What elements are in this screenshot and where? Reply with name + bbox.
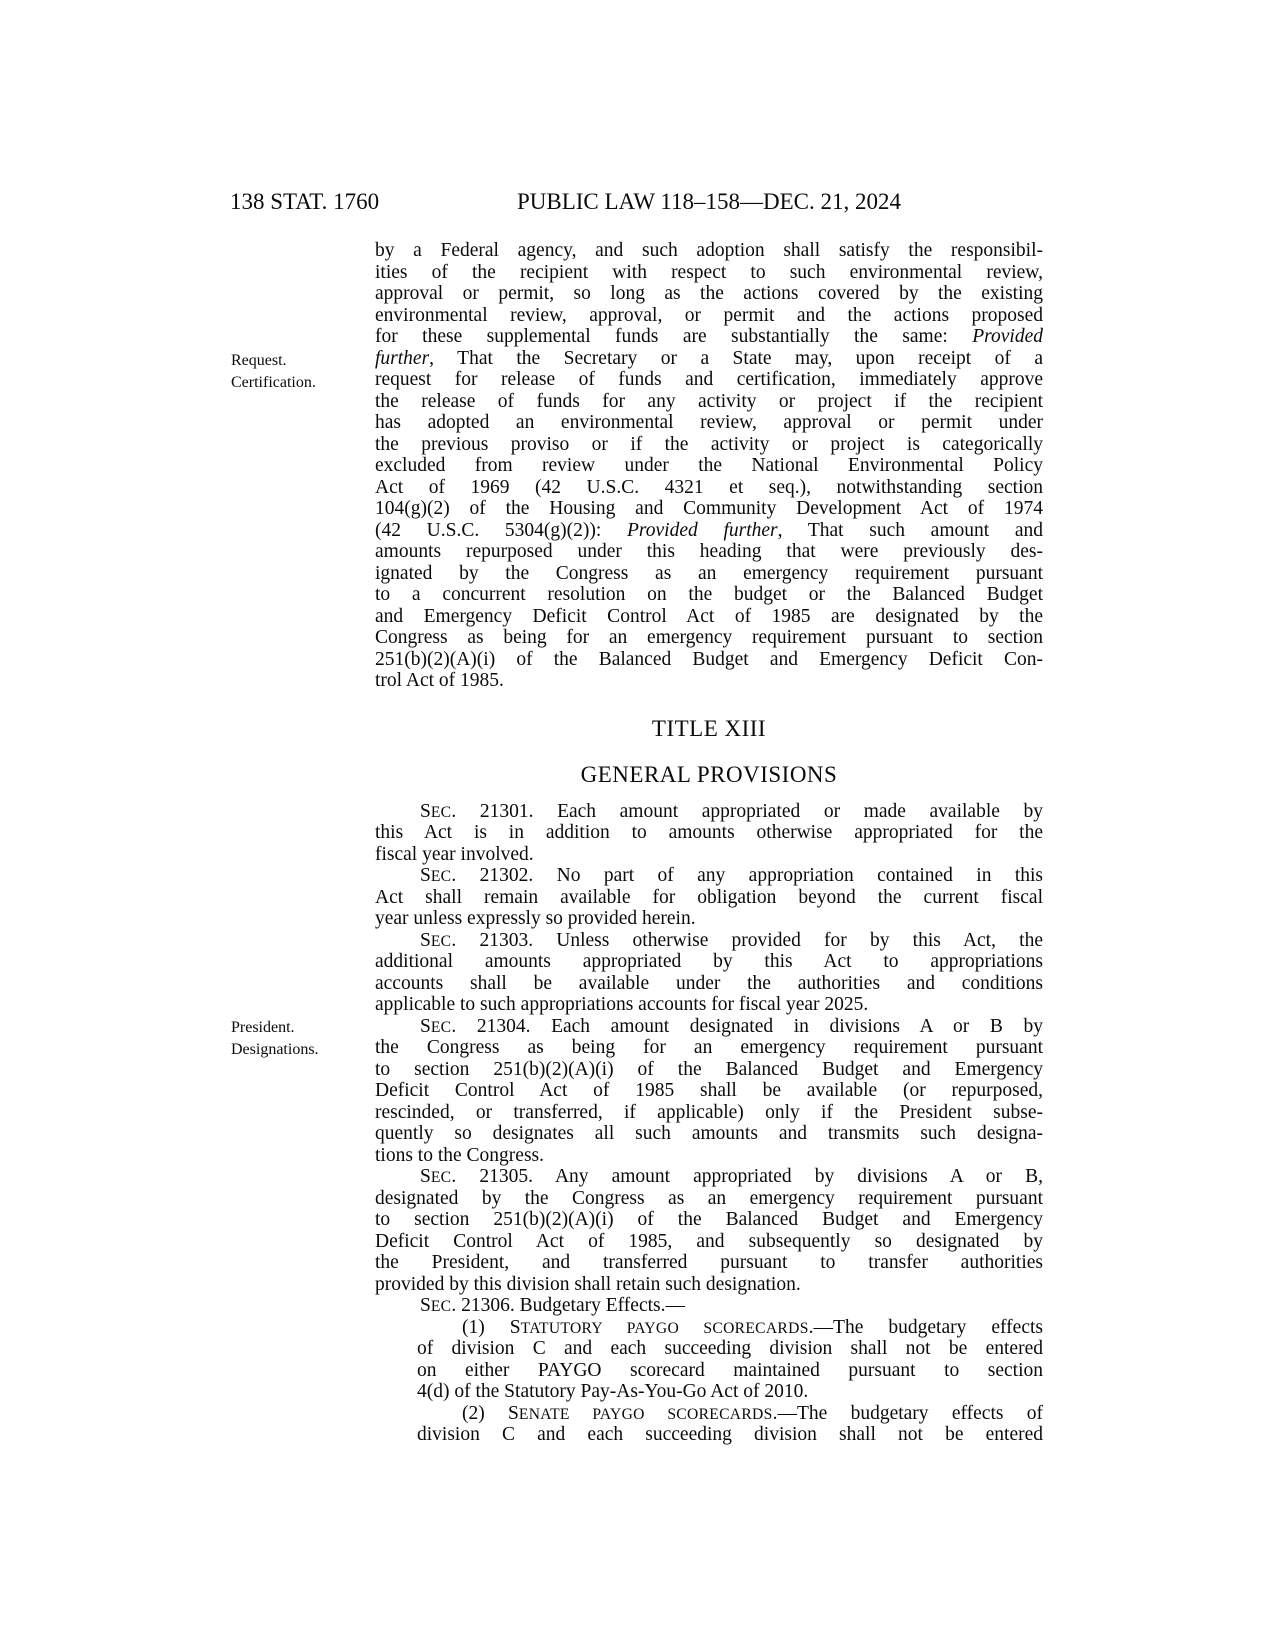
text-segment: trol Act of 1985. xyxy=(375,670,504,691)
text-segment: quently so designates all such amounts and transmits such designa- xyxy=(375,1123,1043,1144)
text-line xyxy=(375,240,1043,262)
text-line xyxy=(375,391,1043,413)
small-caps-text-segment: EC xyxy=(430,868,452,885)
text-segment: S xyxy=(420,929,431,951)
text-line xyxy=(375,541,1043,563)
body-column xyxy=(375,240,1043,1446)
text-line xyxy=(375,865,1043,887)
text-line xyxy=(375,649,1043,671)
text-segment: S xyxy=(420,800,431,822)
text-line xyxy=(375,1188,1043,1210)
text-line xyxy=(375,1145,1043,1167)
text-line xyxy=(375,1209,1043,1231)
text-line xyxy=(375,262,1043,284)
text-segment: .—The budgetary effects of xyxy=(772,1402,1043,1424)
text-segment: Deficit Control Act of 1985 shall be available (or repurposed, xyxy=(375,1080,1043,1101)
text-line xyxy=(375,627,1043,649)
text-segment: the release of funds for any activity or project if the recipient xyxy=(375,390,1043,412)
sec-21303 xyxy=(375,930,1043,1016)
text-line xyxy=(375,994,1043,1016)
sec-21301 xyxy=(375,801,1043,866)
text-segment: has adopted an environmental review, approval or permit under xyxy=(375,412,1043,433)
text-segment: . 21304. Each amount designated in divisions A or B by xyxy=(451,1015,1043,1037)
text-segment: ignated by the Congress as an emergency requirement pursuant xyxy=(375,562,1043,584)
text-line xyxy=(375,822,1043,844)
text-segment: for these supplemental funds are substantially the same: xyxy=(375,326,973,347)
text-segment: S xyxy=(420,865,431,886)
text-line xyxy=(375,930,1043,952)
text-segment: . 21303. Unless otherwise provided for by this Act, the xyxy=(451,929,1043,951)
text-segment: year unless expressly so provided herein. xyxy=(375,908,696,929)
text-line xyxy=(375,973,1043,995)
text-segment: accounts shall be available under the authorities and conditions xyxy=(375,972,1043,994)
text-line xyxy=(375,305,1043,327)
text-segment: 251(b)(2)(A)(i) of the Balanced Budget and Emergency Deficit Con- xyxy=(375,648,1043,670)
text-segment: S xyxy=(420,1015,431,1037)
small-caps-text-segment: EC xyxy=(430,1169,452,1186)
text-line xyxy=(375,670,1043,692)
text-segment: fiscal year involved. xyxy=(375,843,534,865)
text-segment: tions to the Congress. xyxy=(375,1144,544,1166)
text-segment: request for release of funds and certification, immediately approve xyxy=(375,369,1043,390)
text-segment: applicable to such appropriations accounts for fiscal year 2025. xyxy=(375,994,869,1015)
small-caps-text-segment: TATUTORY PAYGO SCORECARDS xyxy=(520,1319,809,1337)
text-segment: the President, and transferred pursuant to transfer authorities xyxy=(375,1252,1043,1273)
margin-note-line: Certification. xyxy=(231,373,316,391)
small-caps-text-segment: EC xyxy=(430,932,452,950)
margin-note-line: Designations. xyxy=(231,1040,319,1058)
text-line xyxy=(375,434,1043,456)
small-caps-text-segment: ENATE PAYGO SCORECARDS xyxy=(518,1405,773,1423)
margin-note-line: President. xyxy=(231,1019,295,1036)
text-line xyxy=(375,887,1043,909)
sec-21306-sub-2 xyxy=(417,1403,1043,1446)
italic-text-segment: further xyxy=(375,347,430,369)
text-line xyxy=(375,606,1043,628)
text-segment: , That the Secretary or a State may, upon receipt of a xyxy=(429,347,1043,369)
text-line xyxy=(417,1360,1043,1382)
text-line xyxy=(375,1102,1043,1124)
text-segment: . 21305. Any amount appropriated by divisions A or B, xyxy=(451,1166,1043,1187)
text-line xyxy=(375,455,1043,477)
page-header-stat-number: 138 STAT. 1760 xyxy=(230,189,380,214)
text-line xyxy=(417,1381,1043,1403)
sec-21302 xyxy=(375,865,1043,930)
margin-note-request-certification xyxy=(231,350,371,393)
text-segment: . 21302. No part of any appropriation contained in this xyxy=(451,865,1043,886)
paragraph-continuation xyxy=(375,240,1043,692)
text-segment: S xyxy=(420,1295,431,1316)
text-segment: to section 251(b)(2)(A)(i) of the Balanced Budget and Emergency xyxy=(375,1058,1043,1080)
text-segment: division C and each succeeding division shall not be entered xyxy=(417,1424,1043,1445)
text-segment: and Emergency Deficit Control Act of 1985 are designated by the xyxy=(375,605,1043,627)
text-segment: S xyxy=(420,1166,431,1187)
small-caps-text-segment: EC xyxy=(430,803,452,821)
title-xiii-heading: TITLE XIII xyxy=(651,715,767,741)
text-segment: (42 U.S.C. 5304(g)(2)): xyxy=(375,519,627,541)
text-segment: designated by the Congress as an emergency requirement pursuant xyxy=(375,1187,1043,1209)
text-line xyxy=(375,908,1043,930)
text-segment: (2) S xyxy=(462,1402,519,1424)
text-segment: . 21306. Budgetary Effects.— xyxy=(451,1295,685,1316)
italic-text-segment: Provided further xyxy=(627,519,778,541)
text-segment: approval or permit, so long as the actions covered by the existing xyxy=(375,283,1043,304)
text-line xyxy=(375,584,1043,606)
text-segment: amounts repurposed under this heading that were previously des- xyxy=(375,541,1043,562)
text-segment: .—The budgetary effects xyxy=(808,1316,1043,1338)
text-line xyxy=(375,844,1043,866)
text-line xyxy=(375,477,1043,499)
text-line xyxy=(375,412,1043,434)
text-segment: excluded from review under the National Environmental Policy xyxy=(375,455,1043,476)
general-provisions-heading: GENERAL PROVISIONS xyxy=(580,761,838,787)
text-segment: the Congress as being for an emergency requirement pursuant xyxy=(375,1037,1043,1058)
text-line xyxy=(375,1231,1043,1253)
text-line xyxy=(417,1424,1043,1446)
text-segment: 104(g)(2) of the Housing and Community Development Act of 1974 xyxy=(375,498,1043,519)
text-segment: the previous proviso or if the activity or project is categorically xyxy=(375,433,1043,455)
text-segment: to section 251(b)(2)(A)(i) of the Balanced Budget and Emergency xyxy=(375,1209,1043,1230)
text-line xyxy=(375,1252,1043,1274)
text-segment: to a concurrent resolution on the budget or the Balanced Budget xyxy=(375,584,1043,605)
text-segment: by a Federal agency, and such adoption shall satisfy the responsibil- xyxy=(375,240,1043,261)
text-line xyxy=(417,1338,1043,1360)
text-line xyxy=(417,1403,1043,1425)
text-line xyxy=(375,1059,1043,1081)
text-line xyxy=(375,1037,1043,1059)
text-line xyxy=(375,369,1043,391)
text-line xyxy=(375,1166,1043,1188)
margin-note-president-designations xyxy=(231,1017,371,1060)
text-segment: , That such amount and xyxy=(777,519,1043,541)
text-segment: ities of the recipient with respect to such environmental review, xyxy=(375,261,1043,283)
text-segment: 4(d) of the Statutory Pay-As-You-Go Act of 2010. xyxy=(417,1381,809,1402)
text-segment: environmental review, approval, or permit and the actions proposed xyxy=(375,304,1043,326)
text-segment: additional amounts appropriated by this Act to appropriations xyxy=(375,951,1043,972)
text-line xyxy=(375,326,1043,348)
text-line xyxy=(417,1317,1043,1339)
text-segment: Act of 1969 (42 U.S.C. 4321 et seq.), notwithstanding section xyxy=(375,476,1043,498)
small-caps-text-segment: EC xyxy=(430,1018,452,1036)
text-line xyxy=(375,348,1043,370)
text-segment: Congress as being for an emergency requirement pursuant to section xyxy=(375,627,1043,648)
sec-21306 xyxy=(375,1295,1043,1317)
text-line xyxy=(375,801,1043,823)
text-line xyxy=(375,1016,1043,1038)
text-line xyxy=(375,1295,1043,1317)
margin-note-line: Request. xyxy=(231,352,287,369)
text-line xyxy=(375,520,1043,542)
text-segment: . 21301. Each amount appropriated or made available by xyxy=(451,800,1043,822)
text-segment: rescinded, or transferred, if applicable) only if the President subse- xyxy=(375,1101,1043,1123)
text-line xyxy=(375,1080,1043,1102)
text-segment: on either PAYGO scorecard maintained pursuant to section xyxy=(417,1359,1043,1381)
small-caps-text-segment: EC xyxy=(430,1298,452,1315)
text-line xyxy=(375,1274,1043,1296)
sec-21305 xyxy=(375,1166,1043,1295)
text-segment: of division C and each succeeding division shall not be entered xyxy=(417,1338,1043,1359)
text-line xyxy=(375,498,1043,520)
text-line xyxy=(375,951,1043,973)
sec-21304 xyxy=(375,1016,1043,1167)
text-line xyxy=(375,1123,1043,1145)
page-header-law-title: PUBLIC LAW 118–158—DEC. 21, 2024 xyxy=(516,189,902,214)
sec-21306-sub-1 xyxy=(417,1317,1043,1403)
text-segment: (1) S xyxy=(462,1316,521,1338)
italic-text-segment: Provided xyxy=(972,326,1043,347)
text-segment: this Act is in addition to amounts otherwise appropriated for the xyxy=(375,822,1043,843)
text-line xyxy=(375,563,1043,585)
text-segment: provided by this division shall retain such designation. xyxy=(375,1273,801,1295)
text-line xyxy=(375,283,1043,305)
text-segment: Deficit Control Act of 1985, and subsequently so designated by xyxy=(375,1230,1043,1252)
text-segment: Act shall remain available for obligation beyond the current fiscal xyxy=(375,886,1043,908)
